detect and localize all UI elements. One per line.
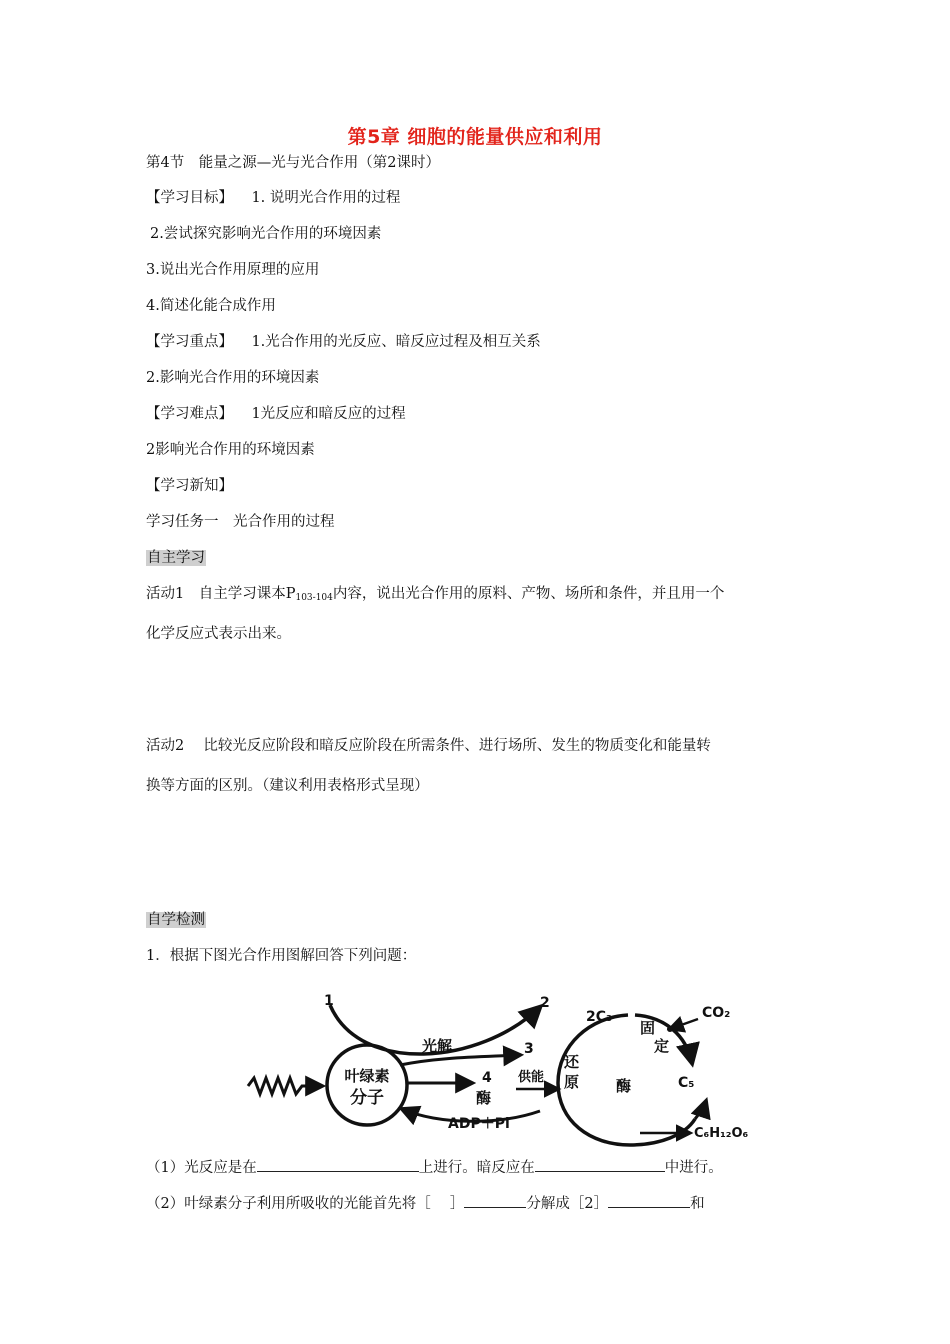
- q1-1-blank-2[interactable]: [535, 1156, 665, 1172]
- activity-1-continuation: 化学反应式表示出来。: [146, 626, 291, 642]
- label-1: 1: [324, 993, 334, 1009]
- keypoints-label: 【学习重点】: [146, 334, 233, 350]
- energy-supply-label: 供能: [518, 1070, 545, 1085]
- activity-2-line-1: 活动2 比较光反应阶段和暗反应阶段在所需条件、进行场所、发生的物质变化和能量转: [146, 738, 711, 754]
- co2-label: CO₂: [702, 1005, 731, 1021]
- difficulty-item-2: 2影响光合作用的环境因素: [146, 442, 315, 458]
- difficulties-line: [146, 404, 406, 424]
- activity-1-line: [146, 584, 724, 606]
- keypoint-item-1: 1.光合作用的光反应、暗反应过程及相互关系: [251, 334, 541, 350]
- label-3: 3: [524, 1041, 534, 1057]
- light-wave-icon: [248, 1078, 322, 1094]
- adp-pi-label: ADP＋Pi: [448, 1116, 510, 1132]
- activity-1-suffix: 内容，说出光合作用的原料、产物、场所和条件，并且用一个: [332, 586, 725, 602]
- task-1-heading: 学习任务一 光合作用的过程: [146, 514, 335, 530]
- photolysis-arrow: [400, 1055, 520, 1065]
- q1-1-part-b: 上进行。暗反应在: [418, 1160, 535, 1176]
- question-1-2: [146, 1192, 705, 1214]
- keypoints-line: [146, 332, 541, 352]
- self-study-heading: [146, 548, 206, 568]
- reduction-label-2: 原: [564, 1073, 580, 1091]
- activity-1-prefix: 活动1 自主学习课本P: [146, 586, 296, 602]
- photosynthesis-diagram: [240, 985, 780, 1147]
- difficulty-item-1: 1光反应和暗反应的过程: [251, 406, 406, 422]
- chlorophyll-label-2: 分子: [350, 1088, 384, 1108]
- q1-1-part-a: （1）光反应是在: [146, 1160, 257, 1176]
- c5-label: C₅: [678, 1075, 695, 1091]
- keypoint-item-2: 2.影响光合作用的环境因素: [146, 370, 320, 386]
- label-4: 4: [482, 1070, 492, 1086]
- q1-2-blank-1[interactable]: [464, 1192, 526, 1208]
- self-study-label: 自主学习: [147, 550, 205, 566]
- c3-label: 2C₃: [586, 1009, 613, 1025]
- photolysis-label: 光解: [422, 1037, 453, 1055]
- activity-1-page-range: 103-104: [295, 593, 333, 603]
- glucose-label: C₆H₁₂O₆: [694, 1126, 749, 1141]
- goal-item-1: 1. 说明光合作用的过程: [251, 190, 401, 206]
- question-1-1: [146, 1156, 723, 1178]
- question-1: 1．根据下图光合作用图解回答下列问题：: [146, 948, 417, 964]
- goals-label: 【学习目标】: [146, 190, 233, 206]
- difficulties-label: 【学习难点】: [146, 406, 233, 422]
- goal-item-3: 3.说出光合作用原理的应用: [146, 262, 320, 278]
- c5-arrow: [695, 1101, 706, 1119]
- activity-2-line-2: 换等方面的区别。（建议利用表格形式呈现）: [146, 778, 429, 794]
- goals-line: [146, 188, 400, 208]
- enzyme-left-label: 酶: [476, 1089, 492, 1107]
- q1-2-part-a: （2）叶绿素分子利用所吸收的光能首先将［ ］: [146, 1196, 465, 1212]
- section-heading: 第4节 能量之源—光与光合作用（第2课时）: [146, 155, 440, 171]
- goal-item-2: 2.尝试探究影响光合作用的环境因素: [150, 226, 382, 242]
- q1-2-part-c: 和: [690, 1196, 705, 1212]
- q1-1-blank-1[interactable]: [257, 1156, 419, 1172]
- fixation-label-1: 固: [640, 1019, 656, 1037]
- fixation-label-2: 定: [654, 1037, 670, 1055]
- q1-1-part-c: 中进行。: [664, 1160, 723, 1176]
- self-check-heading: [146, 910, 206, 930]
- chlorophyll-circle: [327, 1045, 407, 1125]
- goal-item-4: 4.简述化能合成作用: [146, 298, 276, 314]
- new-knowledge-label: 【学习新知】: [146, 478, 233, 494]
- chlorophyll-label-1: 叶绿素: [344, 1067, 390, 1085]
- label-2: 2: [540, 995, 550, 1011]
- q1-2-blank-2[interactable]: [608, 1192, 690, 1208]
- reduction-label-1: 还: [564, 1053, 580, 1071]
- chapter-title: 第5章 细胞的能量供应和利用: [347, 126, 603, 148]
- enzyme-right-label: 酶: [616, 1077, 632, 1095]
- co2-arrow: [670, 1019, 698, 1029]
- self-check-label: 自学检测: [147, 912, 205, 928]
- q1-2-part-b: 分解成［2］: [526, 1196, 609, 1212]
